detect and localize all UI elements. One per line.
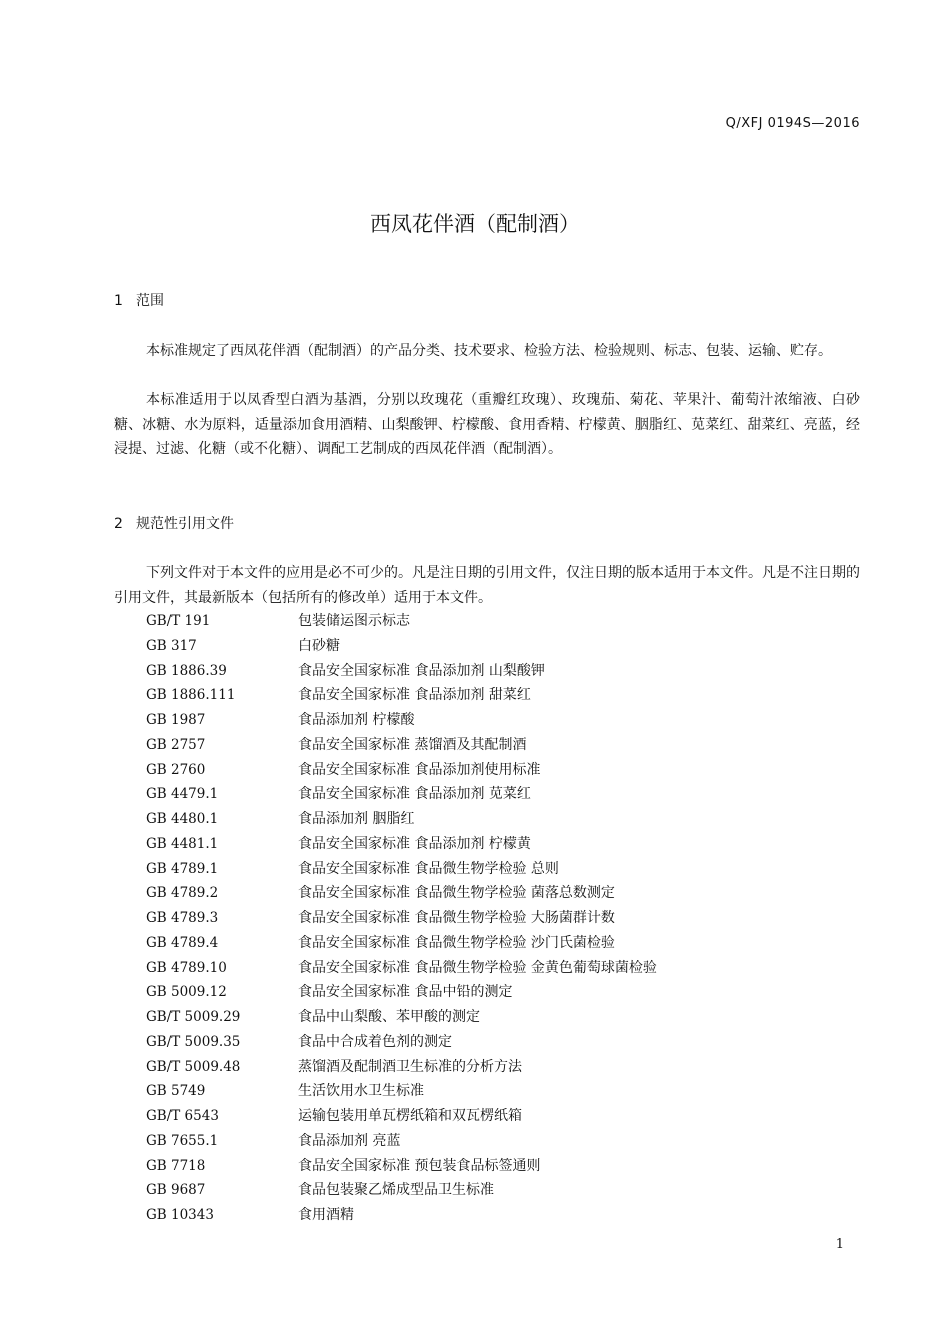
section-heading-scope (114, 290, 164, 310)
document-title: 西凤花伴酒（配制酒） (370, 212, 580, 236)
reference-code: GB 9687 (146, 1182, 206, 1199)
reference-item (146, 980, 846, 1005)
reference-list (146, 609, 846, 1228)
reference-item (146, 683, 846, 708)
reference-title: 食品安全国家标准 食品微生物学检验 菌落总数测定 (298, 885, 615, 902)
reference-item (146, 609, 846, 634)
section-number: 1 (114, 293, 123, 309)
reference-item (146, 931, 846, 956)
reference-item (146, 807, 846, 832)
reference-title: 食品安全国家标准 食品微生物学检验 沙门氏菌检验 (298, 934, 615, 951)
reference-item (146, 1129, 846, 1154)
section-heading-normative-references (114, 513, 234, 533)
reference-code: GB/T 5009.29 (146, 1009, 241, 1025)
reference-title: 食品安全国家标准 食品微生物学检验 金黄色葡萄球菌检验 (298, 959, 657, 976)
reference-code: GB 4789.4 (146, 934, 219, 951)
reference-code: GB 1987 (146, 712, 206, 728)
reference-code: GB 7655.1 (146, 1132, 219, 1149)
reference-code: GB 4789.2 (146, 885, 219, 902)
reference-item (146, 832, 846, 857)
reference-item (146, 956, 846, 981)
reference-code: GB 5749 (146, 1083, 206, 1100)
reference-item (146, 1005, 846, 1030)
scope-paragraph-2: 本标准适用于以凤香型白酒为基酒，分别以玫瑰花（重瓣红玫瑰）、玫瑰茄、菊花、苹果汁、葡萄汁浓缩液、白砂糖、冰糖、水为原料，适量添加食用酒精、山梨酸钾、柠檬酸、食用香精、柠檬黄、胭脂红、苋菜红、甜菜红、亮蓝，经浸提、过滤、化糖（或不化糖）、调配工艺制成的西凤花伴酒（配制酒）。 (114, 392, 860, 457)
reference-item (146, 1178, 846, 1203)
reference-title: 食用酒精 (298, 1207, 354, 1223)
reference-code: GB 4479.1 (146, 786, 219, 803)
reference-title: 食品安全国家标准 食品添加剂使用标准 (298, 761, 541, 778)
standard-code: Q/XFJ 0194S—2016 (725, 116, 860, 131)
reference-item (146, 758, 846, 783)
reference-title: 食品安全国家标准 食品微生物学检验 大肠菌群计数 (298, 910, 615, 926)
reference-title: 食品安全国家标准 食品添加剂 苋菜红 (298, 786, 531, 803)
scope-paragraph-1: 本标准规定了西凤花伴酒（配制酒）的产品分类、技术要求、检验方法、检验规则、标志、包装、运输、贮存。 (146, 343, 832, 359)
reference-item (146, 1079, 846, 1104)
reference-item (146, 857, 846, 882)
reference-title: 食品包装聚乙烯成型品卫生标准 (298, 1182, 494, 1199)
reference-code: GB 2757 (146, 736, 206, 753)
reference-title: 运输包装用单瓦楞纸箱和双瓦楞纸箱 (298, 1108, 522, 1124)
reference-code: GB 7718 (146, 1157, 206, 1174)
reference-item (146, 1055, 846, 1080)
reference-code: GB/T 6543 (146, 1108, 219, 1124)
reference-item (146, 733, 846, 758)
section-title: 规范性引用文件 (136, 516, 234, 532)
reference-title: 食品添加剂 柠檬酸 (298, 712, 415, 728)
reference-code: GB 4481.1 (146, 835, 219, 852)
reference-code: GB 10343 (146, 1207, 214, 1223)
reference-code: GB 4789.1 (146, 860, 219, 877)
reference-title: 食品安全国家标准 食品微生物学检验 总则 (298, 860, 559, 877)
reference-item (146, 659, 846, 684)
page-number: 1 (835, 1237, 844, 1252)
reference-item (146, 1203, 846, 1228)
reference-item (146, 881, 846, 906)
reference-title: 食品安全国家标准 预包装食品标签通则 (298, 1157, 541, 1174)
section-title: 范围 (136, 293, 164, 309)
reference-code: GB 1886.111 (146, 687, 236, 704)
reference-code: GB 5009.12 (146, 984, 227, 1001)
reference-item (146, 1030, 846, 1055)
reference-item (146, 906, 846, 931)
reference-item (146, 708, 846, 733)
reference-title: 食品安全国家标准 食品添加剂 甜菜红 (298, 687, 531, 704)
reference-item (146, 782, 846, 807)
reference-title: 蒸馏酒及配制酒卫生标准的分析方法 (298, 1058, 522, 1075)
reference-item (146, 1104, 846, 1129)
reference-title: 白砂糖 (298, 637, 340, 654)
references-intro-paragraph: 下列文件对于本文件的应用是必不可少的。凡是注日期的引用文件，仅注日期的版本适用于本文件。凡是不注日期的引用文件，其最新版本（包括所有的修改单）适用于本文件。 (114, 565, 860, 606)
reference-title: 食品安全国家标准 食品添加剂 山梨酸钾 (298, 662, 545, 679)
reference-code: GB/T 5009.35 (146, 1033, 241, 1050)
reference-code: GB 4789.10 (146, 959, 227, 976)
reference-code: GB 4789.3 (146, 910, 219, 926)
reference-title: 生活饮用水卫生标准 (298, 1083, 424, 1100)
reference-code: GB 317 (146, 637, 197, 654)
reference-item (146, 1154, 846, 1179)
reference-code: GB 1886.39 (146, 662, 227, 679)
reference-title: 包装储运图示标志 (298, 613, 410, 629)
reference-title: 食品中山梨酸、苯甲酸的测定 (298, 1009, 480, 1025)
reference-code: GB 4480.1 (146, 811, 219, 827)
reference-title: 食品添加剂 胭脂红 (298, 811, 415, 827)
reference-code: GB/T 5009.48 (146, 1058, 241, 1075)
reference-code: GB 2760 (146, 761, 206, 778)
reference-title: 食品安全国家标准 食品中铅的测定 (298, 984, 513, 1001)
reference-item (146, 634, 846, 659)
reference-title: 食品中合成着色剂的测定 (298, 1033, 452, 1050)
reference-title: 食品安全国家标准 蒸馏酒及其配制酒 (298, 736, 527, 753)
reference-title: 食品安全国家标准 食品添加剂 柠檬黄 (298, 835, 531, 852)
reference-title: 食品添加剂 亮蓝 (298, 1132, 401, 1149)
reference-code: GB/T 191 (146, 613, 211, 629)
section-number: 2 (114, 516, 123, 532)
